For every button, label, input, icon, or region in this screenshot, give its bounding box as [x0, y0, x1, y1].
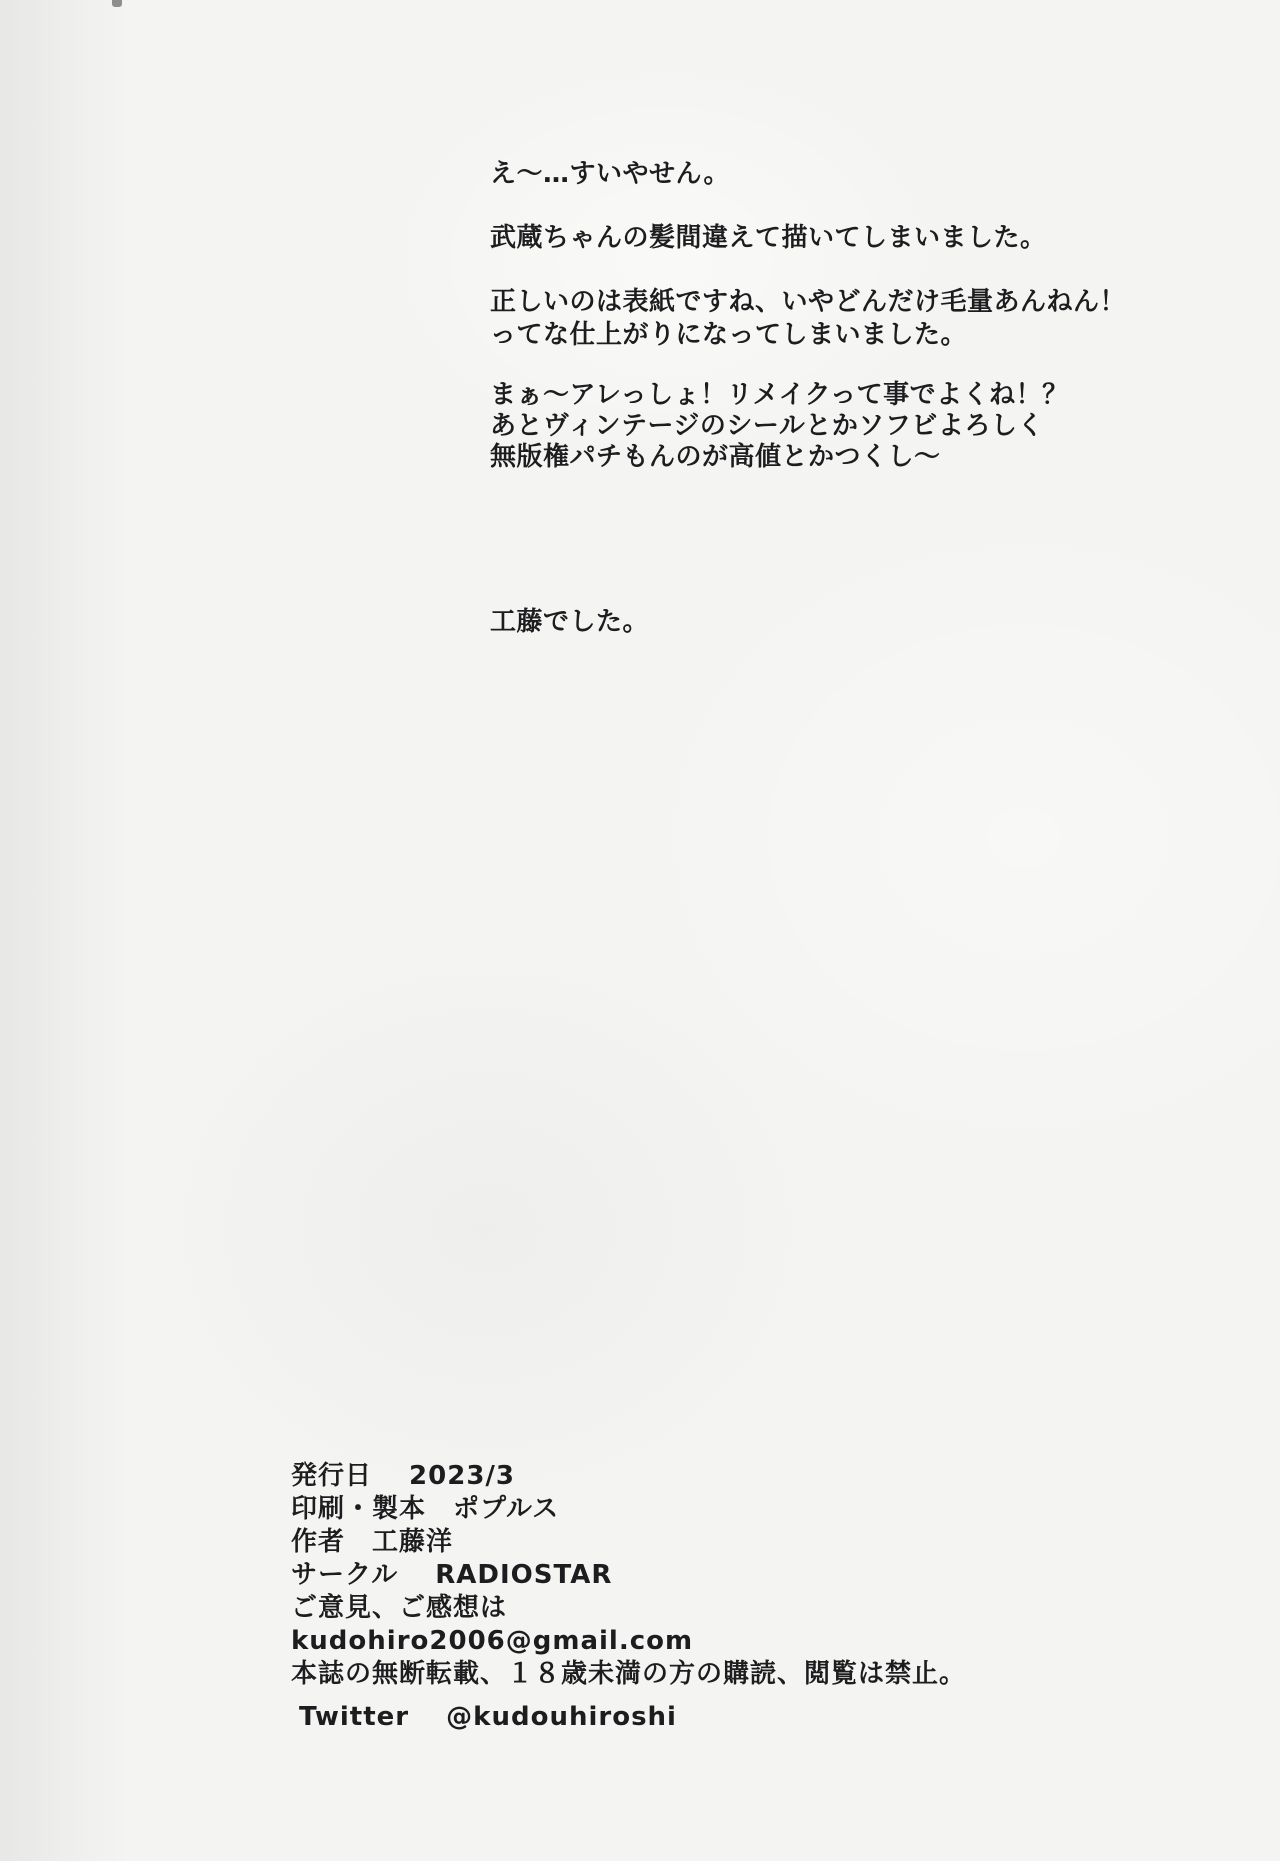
colophon-line-printer: 印刷・製本 ポプルス [291, 1494, 560, 1524]
colophon-line-email: kudohiro2006@gmail.com [291, 1626, 694, 1656]
colophon-line-publish-date: 発行日 2023/3 [291, 1461, 516, 1491]
scan-artifact-speck [112, 0, 122, 7]
twitter-handle-line: Twitter @kudouhiroshi [299, 1702, 677, 1732]
colophon-line-circle: サークル RADIOSTAR [291, 1560, 613, 1590]
signoff-line: 工藤でした。 [490, 607, 650, 637]
afterword-line: 正しいのは表紙ですね、いやどんだけ毛量あんねん！ [490, 287, 1127, 317]
afterword-paragraph-cover [490, 286, 1126, 352]
afterword-paragraph-mistake [490, 222, 1047, 255]
afterword-line: まぁ〜アレっしょ！リメイクって事でよくね！？ [490, 380, 1069, 410]
afterword-paragraph-apology [490, 158, 730, 191]
afterword-paragraph-remake [490, 380, 1069, 473]
afterword-line: あとヴィンテージのシールとかソフビよろしく [490, 411, 1044, 441]
colophon-line-author: 作者 工藤洋 [291, 1527, 454, 1557]
colophon-line-feedback: ご意見、ご感想は [291, 1593, 508, 1623]
colophon-block [291, 1460, 966, 1691]
colophon-line-notice: 本誌の無断転載、１８歳未満の方の購読、閲覧は禁止。 [291, 1659, 967, 1689]
scan-edge-shadow [0, 0, 130, 1861]
afterword-line: 無版権パチもんのが高値とかつくし〜 [490, 442, 941, 472]
afterword-line: え〜…すいやせん。 [490, 159, 731, 189]
afterword-line: 武蔵ちゃんの髪間違えて描いてしまいました。 [490, 223, 1047, 253]
afterword-line: ってな仕上がりになってしまいました。 [490, 320, 968, 350]
